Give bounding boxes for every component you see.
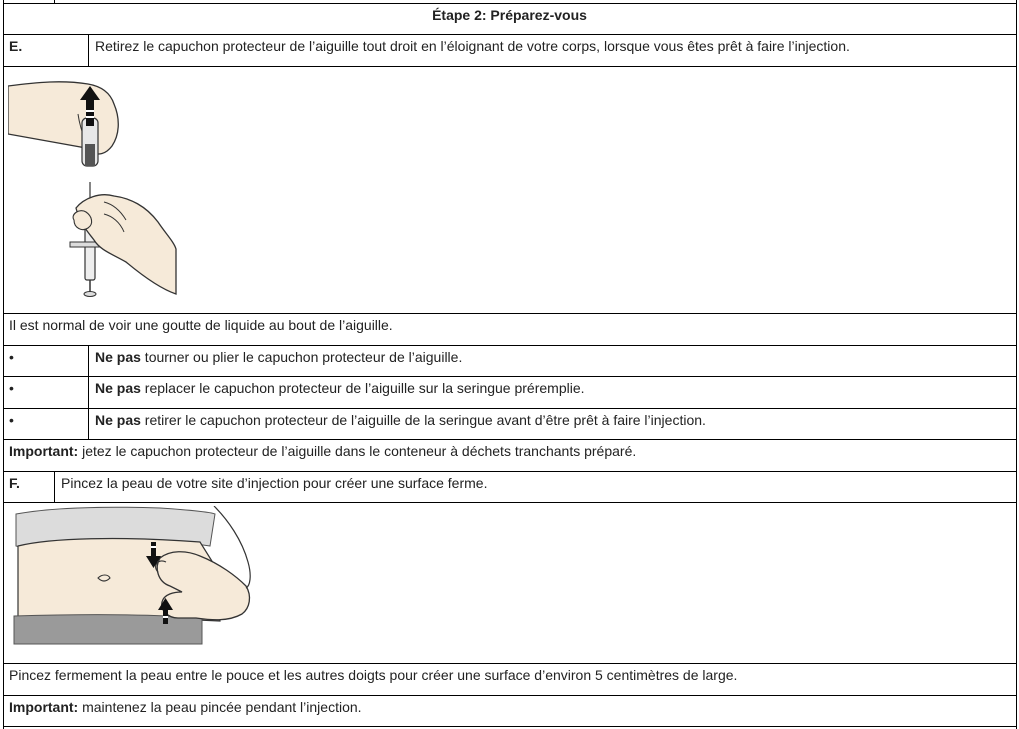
row-divider [3, 66, 1017, 67]
bullet-symbol: • [9, 349, 14, 365]
note-drop: Il est normal de voir une goutte de liquide au bout de l’aiguille. [9, 317, 393, 333]
important-note-pinch [9, 699, 362, 715]
step-f-label: F. [9, 475, 20, 491]
row-divider [3, 471, 1017, 472]
row-divider [3, 663, 1017, 664]
column-divider [88, 34, 89, 67]
important-label: Important: [9, 699, 79, 715]
bullet-body: retirer le capuchon protecteur de l’aiguille de la seringue avant d’être prêt à faire l’injection. [140, 412, 706, 428]
bullet-emphasis: Ne pas [95, 349, 141, 365]
important-text: maintenez la peau pincée pendant l’injection. [78, 699, 362, 715]
row-divider [3, 502, 1017, 503]
row-divider [3, 695, 1017, 696]
row-divider [3, 313, 1017, 314]
important-label: Important: [9, 443, 79, 459]
column-divider [88, 345, 89, 440]
step-f-text: Pincez la peau de votre site d’injection pour créer une surface ferme. [61, 475, 488, 491]
bullet-body: tourner ou plier le capuchon protecteur de l’aiguille. [140, 349, 463, 365]
remove-cap-illustration [8, 74, 183, 304]
table-border-right [1016, 0, 1017, 729]
note-pinch: Pincez fermement la peau entre le pouce et les autres doigts pour créer une surface d’environ 5 centimètres de large. [9, 667, 738, 683]
bullet-emphasis: Ne pas [95, 412, 141, 428]
row-divider [3, 34, 1017, 35]
step-heading: Étape 2: Préparez-vous [432, 7, 587, 23]
row-divider [3, 3, 1017, 4]
bullet-text [95, 412, 706, 428]
bullet-symbol: • [9, 412, 14, 428]
pinch-skin-illustration [10, 506, 255, 646]
important-note-cap [9, 443, 636, 459]
bullet-text [95, 380, 585, 396]
step-e-text: Retirez le capuchon protecteur de l’aiguille tout droit en l’éloignant de votre corps, lorsque vous êtes prêt à faire l’injection. [95, 38, 850, 54]
bullet-emphasis: Ne pas [95, 380, 141, 396]
table-border-left [3, 0, 4, 729]
important-text: jetez le capuchon protecteur de l’aiguille dans le conteneur à déchets tranchants préparé. [78, 443, 637, 459]
row-divider [3, 376, 1017, 377]
bullet-text [95, 349, 462, 365]
row-divider [3, 726, 1017, 727]
column-divider [54, 471, 55, 503]
row-divider [3, 345, 1017, 346]
bullet-body: replacer le capuchon protecteur de l’aiguille sur la seringue préremplie. [140, 380, 585, 396]
row-divider [3, 439, 1017, 440]
row-divider [3, 408, 1017, 409]
bullet-symbol: • [9, 380, 14, 396]
step-e-label: E. [9, 38, 23, 54]
